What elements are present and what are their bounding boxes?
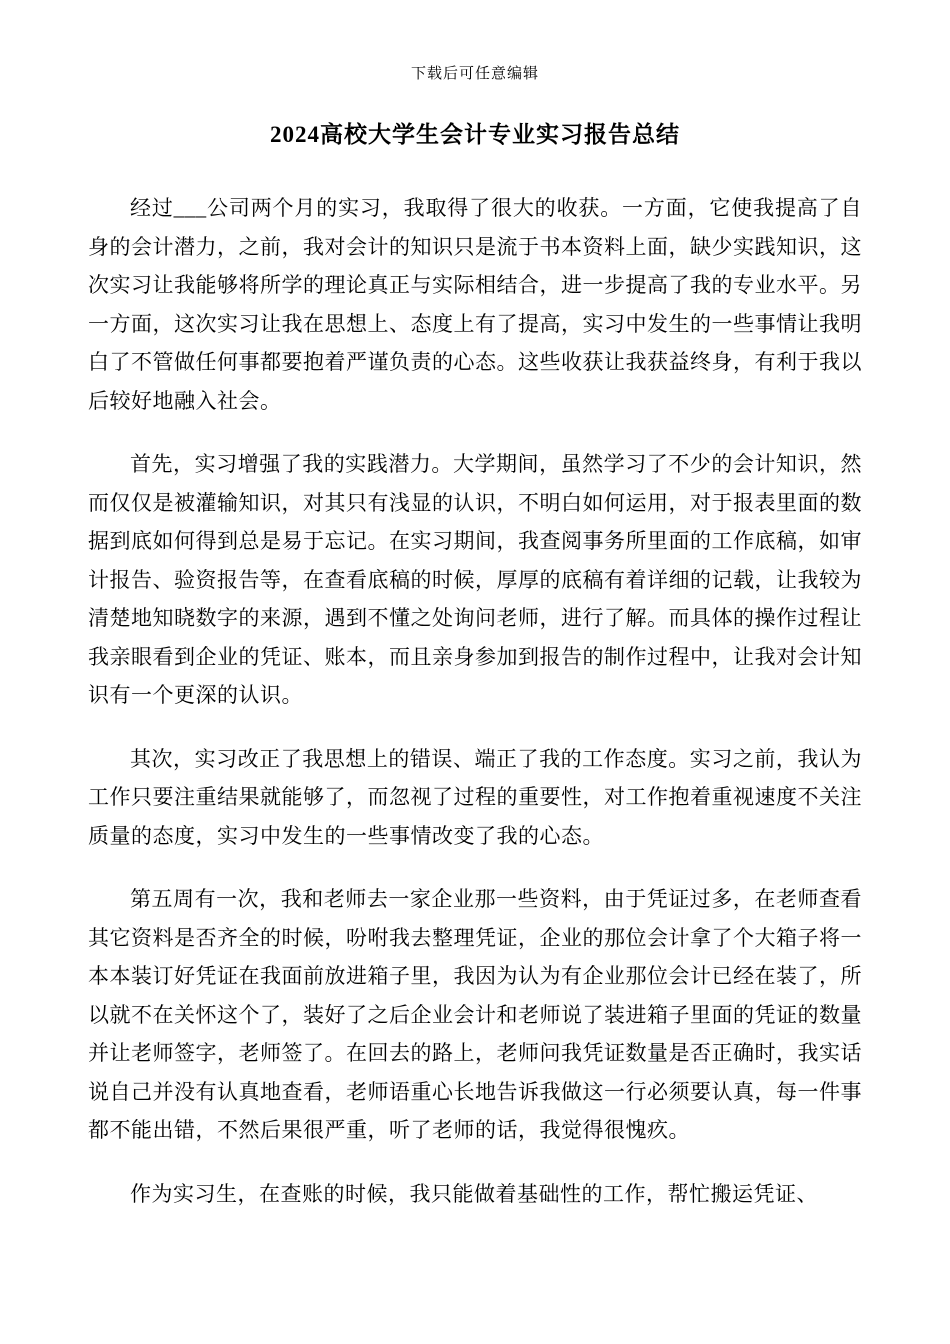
body-paragraph: 首先，实习增强了我的实践潜力。大学期间，虽然学习了不少的会计知识，然而仅仅是被灌输知识，对其只有浅显的认识，不明白如何运用，对于报表里面的数据到底如何得到总是易于忘记。在实习期间，我查阅事务所里面的工作底稿，如审计报告、验资报告等，在查看底稿的时候，厚厚的底稿有着详细的记载，让我较为清楚地知晓数字的来源，遇到不懂之处询问老师，进行了解。而具体的操作过程让我亲眼看到企业的凭证、账本，而且亲身参加到报告的制作过程中，让我对会计知识有一个更深的认识。 xyxy=(88,452,862,707)
body-paragraph: 作为实习生，在查账的时候，我只能做着基础性的工作，帮忙搬运凭证、 xyxy=(130,1181,818,1206)
body-paragraph: 经过___公司两个月的实习，我取得了很大的收获。一方面，它使我提高了自身的会计潜力，之前，我对会计的知识只是流于书本资料上面，缺少实践知识，这次实习让我能够将所学的理论真正与实际相结合，进一步提高了我的专业水平。另一方面，这次实习让我在思想上、态度上有了提高，实习中发生的一些事情让我明白了不管做任何事都要抱着严谨负责的心态。这些收获让我获益终身，有利于我以后较好地融入社会。 xyxy=(88,196,862,413)
document-title: 2024高校大学生会计专业实习报告总结 xyxy=(270,122,680,147)
download-edit-note: 下载后可任意编辑 xyxy=(410,66,539,82)
document-body xyxy=(88,189,862,1213)
body-paragraph: 其次，实习改正了我思想上的错误、端正了我的工作态度。实习之前，我认为工作只要注重结果就能够了，而忽视了过程的重要性，对工作抱着重视速度不关注质量的态度，实习中发生的一些事情改变了我的心态。 xyxy=(88,746,862,848)
body-paragraph: 第五周有一次，我和老师去一家企业那一些资料，由于凭证过多，在老师查看其它资料是否齐全的时候，吩咐我去整理凭证，企业的那位会计拿了个大箱子将一本本装订好凭证在我面前放进箱子里，我因为认为有企业那位会计已经在装了，所以就不在关怀这个了，装好了之后企业会计和老师说了装进箱子里面的凭证的数量并让老师签字，老师签了。在回去的路上，老师问我凭证数量是否正确时，我实话说自己并没有认真地查看，老师语重心长地告诉我做这一行必须要认真，每一件事都不能出错，不然后果很严重，听了老师的话，我觉得很愧疚。 xyxy=(88,887,862,1142)
